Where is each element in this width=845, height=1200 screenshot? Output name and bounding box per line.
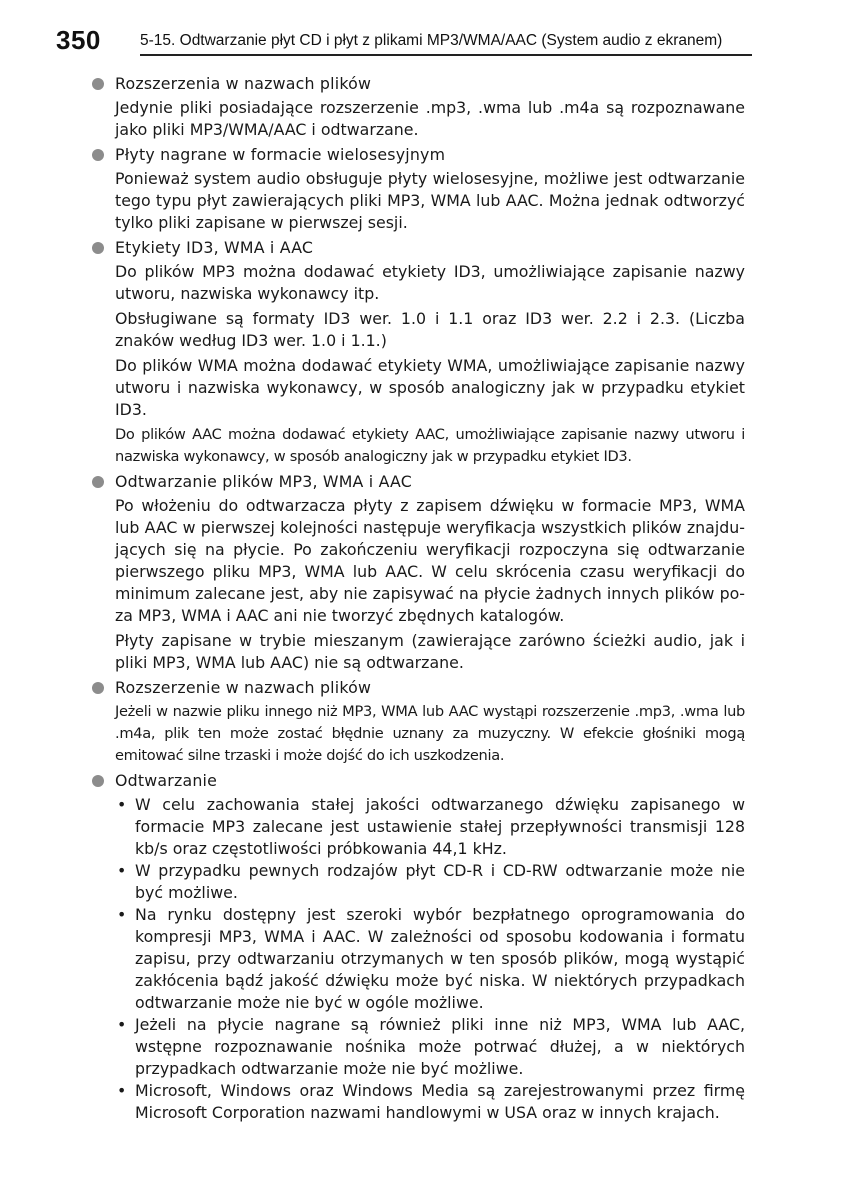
page-number: 350 [56,25,101,55]
paragraph: Do plików WMA można dodawać etykiety WMA, umożliwiające zapisanie nazwy utworu i nazwiska wykonawcy, w sposób analogiczny jak w przypadku etykiet ID3. [115,356,745,419]
list-item: • W przypadku pewnych rodzajów płyt CD-R i CD-RW odtwarzanie może nie być możliwe. [117,861,745,902]
section-heading: Rozszerzenia w nazwach plików [90,73,745,95]
section-extension-warning [90,677,745,767]
paragraph: Obsługiwane są formaty ID3 wer. 1.0 i 1.1 oraz ID3 wer. 2.2 i 2.3. (Liczba znaków według ID3 wer. 1.0 i 1.1.) [115,309,745,350]
list-item: • W celu zachowania stałej jakości odtwarzanego dźwięku zapisanego w formacie MP3 zalecane jest ustawienie stałej przepływności transmisji 128 kb/s oraz częstotliwości próbkowania 44,1 kHz. [117,795,745,858]
bullet-marker-icon: • [117,861,127,880]
bullet-marker-icon: • [117,795,127,814]
paragraph: Jeżeli w nazwie pliku innego niż MP3, WMA lub AAC wystąpi rozszerzenie .mp3, .wma lub .m4a, plik ten może zostać błędnie uznany za muzyczny. W efekcie głośniki mogą emitować silne trzaski i może dojść do ich uszkodzenia. [115,703,745,764]
section-tags [90,237,745,468]
paragraph: Jedynie pliki posiadające rozszerzenie .mp3, .wma lub .m4a są rozpoznawane jako pliki MP3/WMA/AAC i odtwarzane. [115,98,745,139]
list-item: • Na rynku dostępny jest szeroki wybór bezpłatnego oprogramowania do kompresji MP3, WMA i AAC. W zależności od sposobu kodowania i formatu zapisu, przy odtwarzaniu otrzymanych w ten sposób plików, mogą wystąpić zakłócenia bądź jakość dźwięku może być niska. W niektórych przypadkach odtwarzanie może nie być w ogóle możliwe. [117,905,745,1012]
section-heading: Odtwarzanie plików MP3, WMA i AAC [90,471,745,493]
gray-bullet-icon [92,242,104,254]
section-multisession [90,144,745,234]
gray-bullet-icon [92,78,104,90]
paragraph: Do plików AAC można dodawać etykiety AAC, umożliwiające zapisanie nazwy utworu i nazwiska wykonawcy, w sposób analogiczny jak w przypadku etykiet ID3. [115,426,745,465]
section-playback [90,770,745,1124]
gray-bullet-icon [92,682,104,694]
section-playback-files [90,471,745,674]
paragraph: Ponieważ system audio obsługuje płyty wielosesyjne, możliwe jest odtwarzanie tego typu płyt zawierających pliki MP3, WMA lub AAC. Można jednak odtworzyć tylko pliki zapisane w pierwszej sesji. [115,169,745,232]
list-item: • Jeżeli na płycie nagrane są również pliki inne niż MP3, WMA lub AAC, wstępne rozpoznawanie nośnika może potrwać dłużej, a w niektórych przypadkach odtwarzanie może nie być możliwe. [117,1015,745,1078]
section-heading: Rozszerzenie w nazwach plików [90,677,745,699]
header-divider [140,54,752,56]
paragraph: Płyty zapisane w trybie mieszanym (zawierające zarówno ścieżki audio, jak i pliki MP3, WMA lub AAC) nie są odtwarzane. [115,631,745,672]
section-heading: Odtwarzanie [90,770,745,792]
bullet-marker-icon: • [117,1015,127,1034]
gray-bullet-icon [92,775,104,787]
gray-bullet-icon [92,149,104,161]
paragraph: Po włożeniu do odtwarzacza płyty z zapisem dźwięku w formacie MP3, WMA lub AAC w pierwszej kolejności następuje weryfikacja wszystkich plików znajdujących się na płycie. Po zakończeniu weryfikacji rozpoczyna się odtwarzanie pierwszego pliku MP3, WMA lub AAC. W celu skrócenia czasu weryfikacji do minimum zalecane jest, aby nie zapisywać na płycie żadnych innych plików poza MP3, WMA i AAC ani nie tworzyć zbędnych katalogów. [115,496,745,625]
bullet-marker-icon: • [117,905,127,924]
bullet-list [115,794,745,1124]
list-item: • Microsoft, Windows oraz Windows Media są zarejestrowanymi przez firmę Microsoft Corporation nazwami handlowymi w USA oraz w innych krajach. [117,1081,745,1122]
section-heading: Płyty nagrane w formacie wielosesyjnym [90,144,745,166]
paragraph: Do plików MP3 można dodawać etykiety ID3, umożliwiające zapisanie nazwy utworu, nazwiska wykonawcy itp. [115,262,745,303]
section-heading: Etykiety ID3, WMA i AAC [90,237,745,259]
bullet-marker-icon: • [117,1081,127,1100]
main-content [90,73,745,1124]
gray-bullet-icon [92,476,104,488]
section-extensions [90,73,745,141]
chapter-title: 5-15. Odtwarzanie płyt CD i płyt z plikami MP3/WMA/AAC (System audio z ekranem) [140,32,723,49]
